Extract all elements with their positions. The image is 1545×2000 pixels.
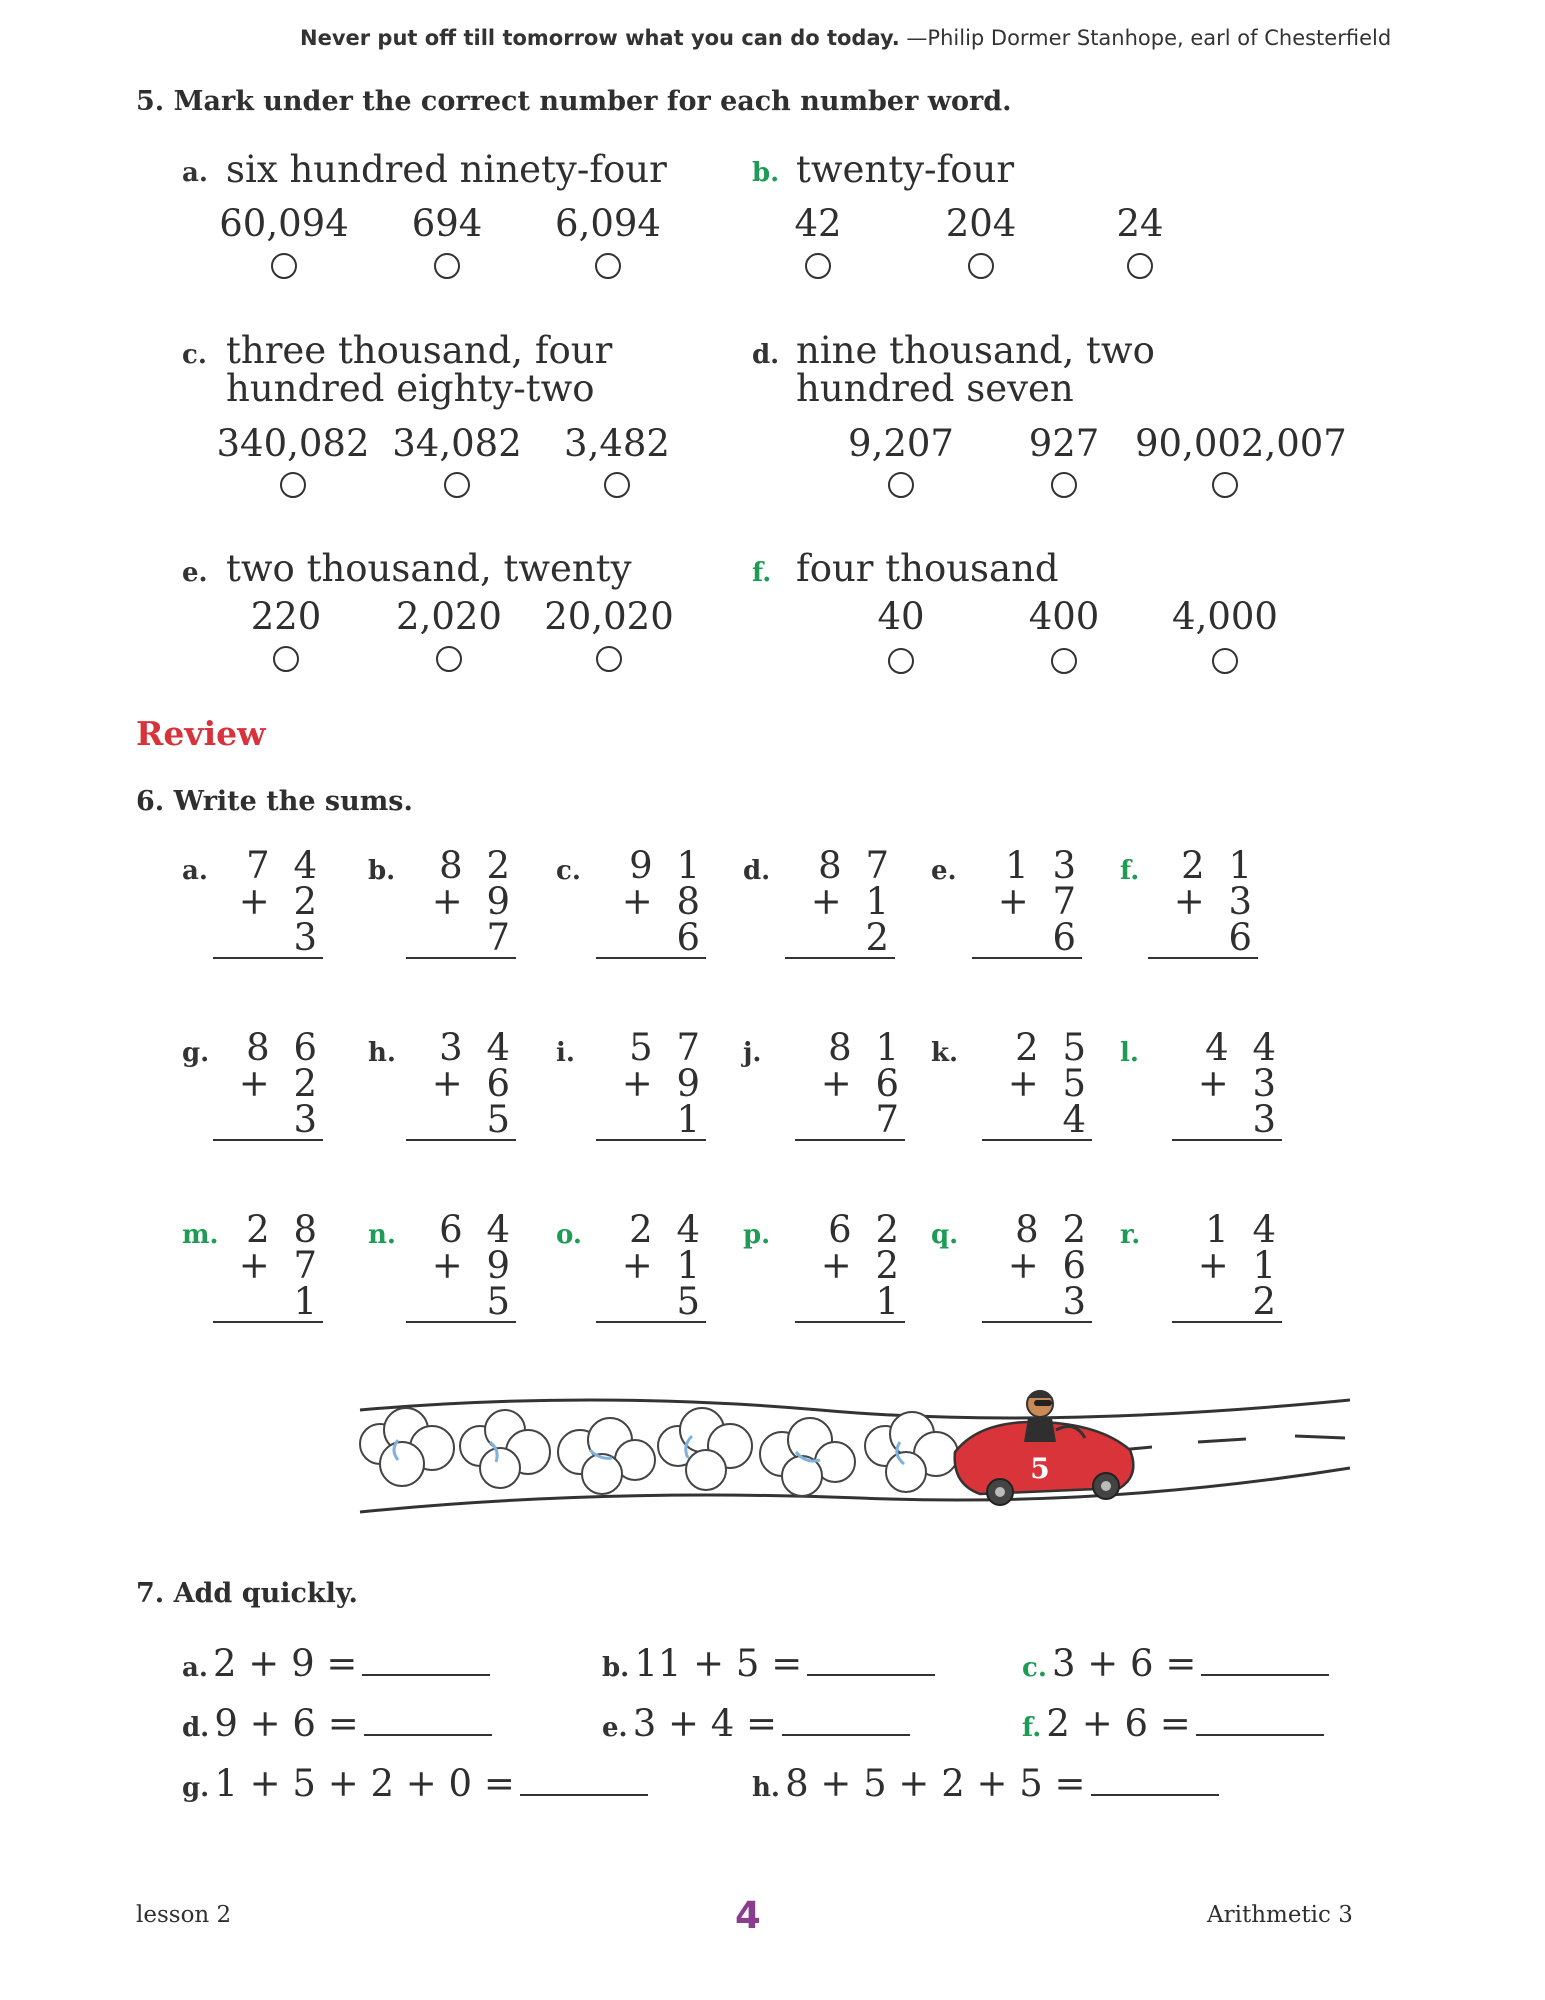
q5b-option-2: 204 (945, 202, 1017, 245)
q7-item-h (752, 1760, 1219, 1805)
sum-top: 4 4 (1205, 1026, 1282, 1069)
race-car-illustration (340, 1380, 1360, 1530)
answer-blank[interactable] (364, 1700, 492, 1736)
sum-top: 3 4 (439, 1026, 516, 1069)
sum-problem-h (406, 1026, 516, 1141)
sum-bottom: + 9 1 (596, 1066, 706, 1141)
q7-heading: 7. Add quickly. (136, 1578, 358, 1609)
q5b-option-3: 24 (1116, 202, 1164, 245)
footer-lesson: lesson 2 (136, 1902, 232, 1928)
sum-top: 9 1 (629, 844, 706, 887)
race-car-icon (955, 1390, 1134, 1505)
q5b-option-1-circle[interactable] (805, 253, 831, 279)
answer-blank[interactable] (807, 1640, 935, 1676)
sum-problem-n (406, 1208, 516, 1323)
quote-author: —Philip Dormer Stanhope, earl of Chesterfield (906, 26, 1392, 50)
q5a-option-2-circle[interactable] (434, 253, 460, 279)
q5c-option-3: 3,482 (564, 422, 670, 465)
q7-expression: 2 + 6 = (1046, 1702, 1191, 1745)
sum-problem-a (213, 844, 323, 959)
sum-problem-d (785, 844, 895, 959)
q5-word-a: six hundred ninety-four (226, 148, 667, 191)
sum-problem-r (1172, 1208, 1282, 1323)
q6-label: c. (556, 856, 581, 886)
quote-text: Never put off till tomorrow what you can do today. (300, 26, 900, 50)
sum-bottom: + 9 5 (406, 1248, 516, 1323)
answer-blank[interactable] (1091, 1760, 1219, 1796)
sum-bottom: + 7 1 (213, 1248, 323, 1323)
q5-label-a: a. (182, 158, 208, 188)
q5c-option-1-circle[interactable] (280, 472, 306, 498)
q6-label: a. (182, 856, 208, 886)
q5-word-f: four thousand (796, 547, 1059, 590)
sum-problem-m (213, 1208, 323, 1323)
sum-top: 6 2 (828, 1208, 905, 1251)
q5e-option-3-circle[interactable] (596, 646, 622, 672)
q5-label-b: b. (752, 158, 780, 188)
q6-label: i. (556, 1038, 575, 1068)
sum-top: 1 4 (1205, 1208, 1282, 1251)
q7-item-c (1022, 1640, 1329, 1685)
q7-item-e (602, 1700, 910, 1745)
q5f-option-1: 40 (877, 595, 925, 638)
sum-bottom: + 2 1 (795, 1248, 905, 1323)
q7-item-f (1022, 1700, 1324, 1745)
q6-label: r. (1120, 1220, 1141, 1250)
q5-label-f: f. (752, 558, 772, 588)
q7-expression: 8 + 5 + 2 + 5 = (785, 1762, 1086, 1805)
q5d-option-2: 927 (1028, 422, 1100, 465)
q7-label: e. (602, 1713, 628, 1743)
q5d-option-1: 9,207 (848, 422, 954, 465)
q5b-option-2-circle[interactable] (968, 253, 994, 279)
q5b-option-1: 42 (794, 202, 842, 245)
q6-label: p. (743, 1220, 771, 1250)
q5-word-e: two thousand, twenty (226, 547, 632, 590)
sum-bottom: + 1 5 (596, 1248, 706, 1323)
review-title: Review (136, 714, 266, 753)
road-center-dashes (1120, 1436, 1345, 1450)
q7-expression: 3 + 4 = (632, 1702, 778, 1745)
q7-expression: 2 + 9 = (213, 1642, 358, 1685)
sum-problem-f (1148, 844, 1258, 959)
answer-blank[interactable] (362, 1640, 490, 1676)
q7-expression: 9 + 6 = (214, 1702, 359, 1745)
sum-problem-k (982, 1026, 1092, 1141)
sum-top: 6 4 (439, 1208, 516, 1251)
q7-item-b (602, 1640, 935, 1685)
q5b-option-3-circle[interactable] (1127, 253, 1153, 279)
q7-label: a. (182, 1653, 208, 1683)
q6-label: d. (743, 856, 771, 886)
sum-problem-e (972, 844, 1082, 959)
q5c-option-3-circle[interactable] (604, 472, 630, 498)
answer-blank[interactable] (520, 1760, 648, 1796)
q7-item-d (182, 1700, 492, 1745)
sum-problem-g (213, 1026, 323, 1141)
q5e-option-2: 2,020 (396, 595, 502, 638)
q5d-option-1-circle[interactable] (888, 472, 914, 498)
q7-expression: 11 + 5 = (634, 1642, 803, 1685)
q6-label: h. (368, 1038, 396, 1068)
header-quote (300, 26, 1392, 50)
sum-top: 1 3 (1005, 844, 1082, 887)
q7-label: c. (1022, 1653, 1047, 1683)
sum-top: 8 7 (818, 844, 895, 887)
sum-bottom: + 1 2 (1172, 1248, 1282, 1323)
q5-label-e: e. (182, 558, 208, 588)
q6-label: b. (368, 856, 396, 886)
q5d-option-3: 90,002,007 (1135, 422, 1347, 465)
q5-heading: 5. Mark under the correct number for each number word. (136, 86, 1012, 117)
sum-top: 5 7 (629, 1026, 706, 1069)
sum-top: 8 1 (828, 1026, 905, 1069)
sum-bottom: + 6 7 (795, 1066, 905, 1141)
sum-bottom: + 2 3 (213, 1066, 323, 1141)
q5c-option-2: 34,082 (392, 422, 522, 465)
sum-bottom: + 7 6 (972, 884, 1082, 959)
q6-heading: 6. Write the sums. (136, 786, 413, 817)
q6-label: m. (182, 1220, 219, 1250)
sum-bottom: + 8 6 (596, 884, 706, 959)
sum-problem-c (596, 844, 706, 959)
q5f-option-3-circle[interactable] (1212, 648, 1238, 674)
footer-book-title: Arithmetic 3 (1207, 1902, 1353, 1928)
q5-label-d: d. (752, 340, 780, 370)
sum-top: 2 8 (246, 1208, 323, 1251)
q5-word-d-line1: nine thousand, two (796, 329, 1155, 372)
q5-word-c-line2: hundred eighty-two (226, 367, 595, 410)
q5c-option-2-circle[interactable] (444, 472, 470, 498)
sum-bottom: + 3 6 (1148, 884, 1258, 959)
sum-bottom: + 9 7 (406, 884, 516, 959)
q5a-option-1-circle[interactable] (271, 253, 297, 279)
q6-label: f. (1120, 856, 1140, 886)
sum-top: 8 6 (246, 1026, 323, 1069)
sum-problem-l (1172, 1026, 1282, 1141)
sum-bottom: + 5 4 (982, 1066, 1092, 1141)
sum-bottom: + 1 2 (785, 884, 895, 959)
sum-problem-p (795, 1208, 905, 1323)
sum-bottom: + 6 5 (406, 1066, 516, 1141)
sum-problem-j (795, 1026, 905, 1141)
q7-label: d. (182, 1713, 210, 1743)
q7-expression: 3 + 6 = (1051, 1642, 1197, 1685)
answer-blank[interactable] (1201, 1640, 1329, 1676)
sum-top: 8 2 (1015, 1208, 1092, 1251)
q6-label: l. (1120, 1038, 1139, 1068)
sum-top: 2 4 (629, 1208, 706, 1251)
sum-bottom: + 3 3 (1172, 1066, 1282, 1141)
sum-top: 2 1 (1181, 844, 1258, 887)
q5f-option-1-circle[interactable] (888, 648, 914, 674)
q5-word-c-line1: three thousand, four (226, 329, 613, 372)
q7-label: b. (602, 1653, 630, 1683)
q5-word-b: twenty-four (796, 148, 1015, 191)
q5a-option-3-circle[interactable] (595, 253, 621, 279)
q5e-option-2-circle[interactable] (436, 646, 462, 672)
answer-blank[interactable] (1196, 1700, 1324, 1736)
q5a-option-3: 6,094 (555, 202, 661, 245)
sum-problem-q (982, 1208, 1092, 1323)
q6-label: e. (931, 856, 957, 886)
exhaust-clouds-icon (360, 1408, 958, 1496)
q7-label: g. (182, 1773, 210, 1803)
sum-bottom: + 2 3 (213, 884, 323, 959)
q5a-option-1: 60,094 (219, 202, 349, 245)
q5c-option-1: 340,082 (216, 422, 370, 465)
sum-top: 8 2 (439, 844, 516, 887)
answer-blank[interactable] (782, 1700, 910, 1736)
q6-label: k. (931, 1038, 959, 1068)
page-number: 4 (735, 1894, 761, 1937)
q6-label: n. (368, 1220, 396, 1250)
sum-top: 2 5 (1015, 1026, 1092, 1069)
q6-label: q. (931, 1220, 959, 1250)
q5e-option-1-circle[interactable] (273, 646, 299, 672)
car-number-5: 5 (1030, 1452, 1050, 1485)
q5d-option-3-circle[interactable] (1212, 472, 1238, 498)
q7-item-a (182, 1640, 490, 1685)
sum-problem-b (406, 844, 516, 959)
q7-expression: 1 + 5 + 2 + 0 = (214, 1762, 515, 1805)
sum-bottom: + 6 3 (982, 1248, 1092, 1323)
sum-problem-o (596, 1208, 706, 1323)
q5e-option-1: 220 (250, 595, 322, 638)
sum-problem-i (596, 1026, 706, 1141)
q5-word-d-line2: hundred seven (796, 367, 1074, 410)
q7-item-g (182, 1760, 648, 1805)
sum-top: 7 4 (246, 844, 323, 887)
q7-label: f. (1022, 1713, 1042, 1743)
q6-label: g. (182, 1038, 210, 1068)
q5f-option-2-circle[interactable] (1051, 648, 1077, 674)
q5-label-c: c. (182, 340, 207, 370)
q7-label: h. (752, 1773, 780, 1803)
q5f-option-2: 400 (1028, 595, 1100, 638)
q6-label: o. (556, 1220, 582, 1250)
q5a-option-2: 694 (411, 202, 483, 245)
q5d-option-2-circle[interactable] (1051, 472, 1077, 498)
q5f-option-3: 4,000 (1172, 595, 1278, 638)
q5e-option-3: 20,020 (544, 595, 674, 638)
q6-label: j. (743, 1038, 762, 1068)
